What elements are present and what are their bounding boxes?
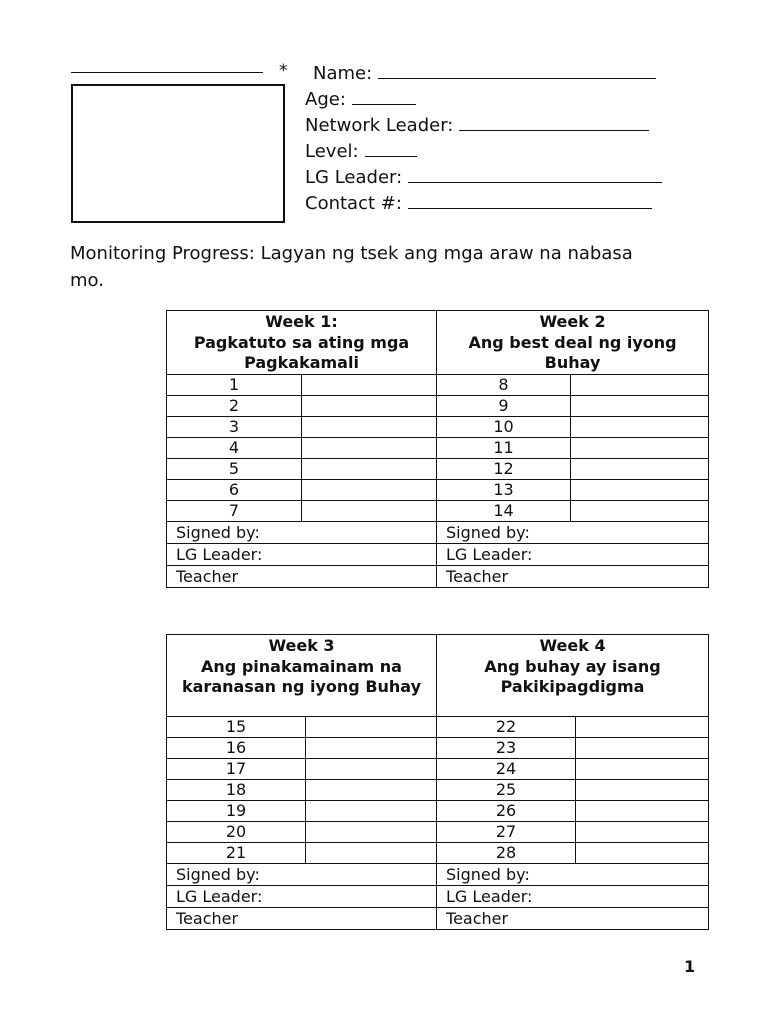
day-number: 20 [167, 822, 306, 843]
day-number: 25 [437, 780, 576, 801]
day-number: 10 [437, 416, 571, 437]
asterisk: * [279, 61, 288, 81]
day-number: 27 [437, 822, 576, 843]
network-leader-field [305, 112, 662, 138]
day-number: 15 [167, 717, 306, 738]
day-check-cell[interactable] [306, 759, 437, 780]
teacher-cell[interactable]: Teacher [167, 565, 437, 587]
name-label: Name: [313, 63, 373, 84]
week-3-label: Week 3 [268, 636, 335, 655]
day-number: 13 [437, 479, 571, 500]
week-4-header [437, 635, 709, 717]
day-number: 8 [437, 374, 571, 395]
age-blank[interactable] [352, 86, 416, 105]
network-leader-blank[interactable] [459, 112, 649, 131]
level-blank[interactable] [365, 138, 417, 157]
lg-leader-cell[interactable]: LG Leader: [167, 543, 437, 565]
table-row [167, 717, 709, 738]
contact-field [305, 190, 662, 216]
day-check-cell[interactable] [571, 458, 709, 479]
day-check-cell[interactable] [576, 801, 709, 822]
week-2-label: Week 2 [539, 312, 606, 331]
day-number: 1 [167, 374, 302, 395]
day-check-cell[interactable] [576, 738, 709, 759]
day-number: 17 [167, 759, 306, 780]
table-row [167, 500, 709, 521]
signed-by-cell[interactable]: Signed by: [167, 864, 437, 886]
lg-leader-cell[interactable]: LG Leader: [437, 886, 709, 908]
table-header-row [167, 311, 709, 375]
contact-label: Contact #: [305, 193, 402, 214]
teacher-cell[interactable]: Teacher [167, 908, 437, 930]
lg-leader-field [305, 164, 662, 190]
day-check-cell[interactable] [302, 458, 437, 479]
day-check-cell[interactable] [302, 374, 437, 395]
age-label: Age: [305, 89, 346, 110]
student-info-fields [305, 60, 662, 216]
day-number: 22 [437, 717, 576, 738]
table-row [167, 822, 709, 843]
teacher-cell[interactable]: Teacher [437, 908, 709, 930]
day-check-cell[interactable] [302, 416, 437, 437]
day-number: 16 [167, 738, 306, 759]
day-check-cell[interactable] [302, 395, 437, 416]
week-3-header [167, 635, 437, 717]
day-check-cell[interactable] [302, 437, 437, 458]
day-number: 2 [167, 395, 302, 416]
day-number: 14 [437, 500, 571, 521]
day-check-cell[interactable] [306, 822, 437, 843]
day-check-cell[interactable] [571, 437, 709, 458]
lg-leader-row [167, 886, 709, 908]
signed-by-row [167, 521, 709, 543]
signed-by-row [167, 864, 709, 886]
day-check-cell[interactable] [302, 479, 437, 500]
day-check-cell[interactable] [306, 801, 437, 822]
week-1-2-table [166, 310, 709, 588]
week-2-header [437, 311, 709, 375]
day-check-cell[interactable] [576, 759, 709, 780]
week-1-label: Week 1: [265, 312, 338, 331]
day-number: 18 [167, 780, 306, 801]
day-number: 23 [437, 738, 576, 759]
table-row [167, 374, 709, 395]
day-check-cell[interactable] [306, 738, 437, 759]
week-3-title: Ang pinakamainam na karanasan ng iyong Buhay [181, 656, 422, 696]
level-label: Level: [305, 141, 359, 162]
table-row [167, 843, 709, 864]
table-row [167, 437, 709, 458]
day-check-cell[interactable] [306, 780, 437, 801]
photo-top-line [71, 72, 263, 73]
day-number: 28 [437, 843, 576, 864]
network-leader-label: Network Leader: [305, 115, 454, 136]
lg-leader-cell[interactable]: LG Leader: [437, 543, 709, 565]
table-row [167, 759, 709, 780]
day-number: 6 [167, 479, 302, 500]
week-2-title: Ang best deal ng iyong Buhay [468, 332, 677, 372]
day-number: 12 [437, 458, 571, 479]
table-row [167, 801, 709, 822]
week-3-4-table [166, 634, 709, 930]
page-number: 1 [684, 957, 696, 976]
day-number: 24 [437, 759, 576, 780]
signed-by-cell[interactable]: Signed by: [437, 864, 709, 886]
signed-by-cell[interactable]: Signed by: [167, 521, 437, 543]
day-number: 4 [167, 437, 302, 458]
day-check-cell[interactable] [576, 843, 709, 864]
name-blank[interactable] [378, 60, 656, 79]
instructions: Monitoring Progress: Lagyan ng tsek ang mga araw na nabasa mo. [70, 243, 633, 291]
day-check-cell[interactable] [576, 822, 709, 843]
day-number: 5 [167, 458, 302, 479]
week-1-header [167, 311, 437, 375]
table-row [167, 780, 709, 801]
day-number: 11 [437, 437, 571, 458]
table-row [167, 479, 709, 500]
table-row [167, 416, 709, 437]
age-field [305, 86, 662, 112]
table-row [167, 458, 709, 479]
day-check-cell[interactable] [306, 717, 437, 738]
day-check-cell[interactable] [302, 500, 437, 521]
week-4-title: Ang buhay ay isang Pakikipagdigma [484, 656, 661, 696]
lg-leader-cell[interactable]: LG Leader: [167, 886, 437, 908]
day-check-cell[interactable] [306, 843, 437, 864]
day-check-cell[interactable] [571, 500, 709, 521]
teacher-row [167, 565, 709, 587]
day-check-cell[interactable] [571, 395, 709, 416]
teacher-row [167, 908, 709, 930]
lg-leader-blank[interactable] [408, 164, 662, 183]
day-check-cell[interactable] [571, 479, 709, 500]
day-check-cell[interactable] [571, 416, 709, 437]
name-field [313, 60, 662, 86]
day-check-cell[interactable] [576, 717, 709, 738]
day-number: 19 [167, 801, 306, 822]
level-field [305, 138, 662, 164]
day-number: 9 [437, 395, 571, 416]
week-1-title: Pagkatuto sa ating mga Pagkakamali [193, 332, 410, 372]
day-check-cell[interactable] [576, 780, 709, 801]
contact-blank[interactable] [408, 190, 652, 209]
day-number: 3 [167, 416, 302, 437]
teacher-cell[interactable]: Teacher [437, 565, 709, 587]
week-4-label: Week 4 [539, 636, 606, 655]
photo-box [71, 84, 285, 223]
day-number: 26 [437, 801, 576, 822]
day-number: 21 [167, 843, 306, 864]
day-check-cell[interactable] [571, 374, 709, 395]
table-row [167, 395, 709, 416]
day-number: 7 [167, 500, 302, 521]
lg-leader-label: LG Leader: [305, 167, 403, 188]
lg-leader-row [167, 543, 709, 565]
table-header-row [167, 635, 709, 717]
table-row [167, 738, 709, 759]
signed-by-cell[interactable]: Signed by: [437, 521, 709, 543]
